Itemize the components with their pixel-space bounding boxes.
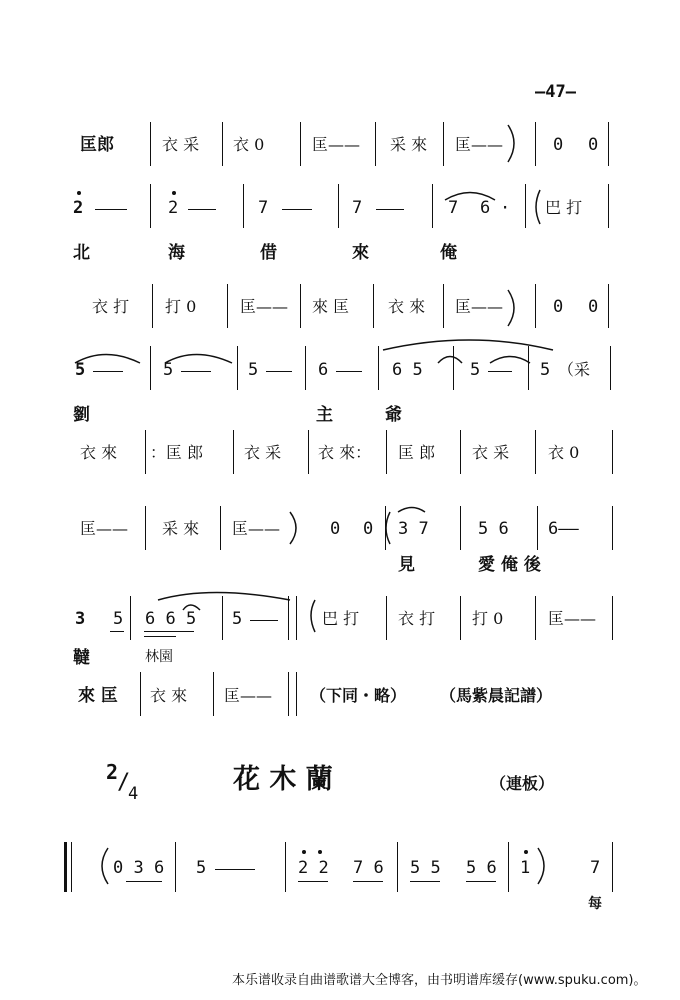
song-title: 花 木 蘭 <box>233 764 333 795</box>
note-token: 打 0 <box>472 609 504 628</box>
note-token: 衣 來 <box>150 686 188 705</box>
note-token: 匡—— <box>455 297 504 316</box>
note-token: 5 <box>232 609 243 629</box>
page-number: —47— <box>535 82 576 102</box>
note-token: 衣 采 <box>472 443 510 462</box>
tempo-marking: （連板） <box>490 774 555 793</box>
tie-slur <box>165 355 232 364</box>
note-token: （馬紫晨記譜） <box>440 686 553 705</box>
note-token: 巴 打 <box>545 198 583 217</box>
note-token: 0 <box>553 297 564 317</box>
note-token: 采 來 <box>162 519 200 538</box>
note-token: 巴 打 <box>322 609 360 628</box>
note-token: 匡—— <box>548 609 597 628</box>
note-token: 0 <box>553 135 564 155</box>
note-token: 衣 打 <box>92 297 130 316</box>
note-token: 匡—— <box>455 135 504 154</box>
phrase-bracket-open <box>102 848 108 884</box>
note-token: 衣 0 <box>233 135 265 154</box>
lyric-char: 每 <box>588 896 602 912</box>
note-token: 3 7 <box>398 519 429 539</box>
note-token: （采 <box>558 360 591 379</box>
note-token: 6 6 5 <box>145 609 197 629</box>
note-token: 匡—— <box>80 519 129 538</box>
lyric-char: 劉 <box>73 405 90 425</box>
note-token: 5 <box>470 360 481 380</box>
tie-slur <box>438 357 462 364</box>
note-token: 7 <box>258 198 269 218</box>
note-token: 0 <box>363 519 374 539</box>
lyric-char: 見 <box>398 555 415 575</box>
lyric-char: 北 <box>73 243 90 263</box>
lyric-char: 林園 <box>145 649 173 665</box>
note-token: 5 6 <box>478 519 509 539</box>
tie-slur <box>445 193 495 201</box>
tie-slur <box>398 508 425 513</box>
note-token: 衣 采 <box>162 135 200 154</box>
note-token: 來 匡 <box>78 686 118 706</box>
note-token: 匡—— <box>224 686 273 705</box>
time-signature-numerator: 2 <box>106 760 119 784</box>
time-signature-slash: / <box>117 770 131 795</box>
note-token: 5 <box>163 360 174 380</box>
note-token: 7 <box>590 858 601 878</box>
note-token: 衣 來 <box>388 297 426 316</box>
time-signature-denominator: 4 <box>128 784 139 804</box>
note-token: （下同・略） <box>310 686 407 705</box>
note-token: 采 來 <box>390 135 428 154</box>
note-token: 0 3 6 <box>113 858 165 878</box>
phrase-bracket-open <box>311 600 315 632</box>
lyric-char: 海 <box>168 243 185 263</box>
note-token: 5 5 <box>410 858 441 878</box>
note-token: 衣 采 <box>244 443 282 462</box>
phrase-bracket-open <box>386 512 390 544</box>
lyric-char: 爺 <box>385 405 402 425</box>
tie-slur <box>383 340 553 350</box>
note-token: 匡—— <box>240 297 289 316</box>
phrase-bracket-close <box>508 125 514 162</box>
note-token: 3 <box>75 609 86 629</box>
note-token: 2 <box>168 198 179 218</box>
phrase-bracket-close <box>538 848 544 884</box>
note-token: 衣 來： <box>318 443 372 462</box>
lyric-char: 愛 俺 後 <box>478 555 541 575</box>
footer-note: 本乐谱收录自曲谱歌谱大全博客，由书明谱库缓存(www.spuku.com)。 <box>232 973 647 988</box>
note-token: 2 2 <box>298 858 329 878</box>
phrase-bracket-close <box>508 290 514 326</box>
note-token: 匡—— <box>312 135 361 154</box>
note-token: 衣 來 <box>80 443 118 462</box>
note-token: 7 <box>352 198 363 218</box>
note-token: 匡 郎 <box>398 443 436 462</box>
note-token: 0 <box>588 297 599 317</box>
tie-slur <box>158 593 290 601</box>
note-token: 1 <box>520 858 531 878</box>
note-token: 來 匡 <box>312 297 350 316</box>
note-token: 匡—— <box>232 519 281 538</box>
note-token: 匡郎 <box>80 135 114 155</box>
note-token: 5 <box>540 360 551 380</box>
note-token: 0 <box>330 519 341 539</box>
phrase-bracket-open <box>536 190 540 224</box>
note-token: 7 <box>448 198 459 218</box>
tie-slur <box>183 605 200 610</box>
note-token: 5 <box>75 360 86 380</box>
note-token: 6 <box>318 360 329 380</box>
note-token: 0 <box>588 135 599 155</box>
note-token: 打 0 <box>165 297 197 316</box>
note-token: 7 6 <box>353 858 384 878</box>
note-token: 2 <box>73 198 84 218</box>
phrase-bracket-close <box>290 512 296 544</box>
lyric-char: 來 <box>352 243 369 263</box>
note-token: 6—— <box>548 519 579 539</box>
lyric-char: 韃 <box>73 648 90 668</box>
note-token: 5 <box>248 360 259 380</box>
lyric-char: 借 <box>260 243 277 263</box>
note-token: ：匡 郎 <box>150 443 204 462</box>
lyric-char: 俺 <box>440 243 457 263</box>
lyric-char: 主 <box>316 405 333 425</box>
tie-slur <box>490 357 530 364</box>
note-token: 5 <box>196 858 207 878</box>
note-token: 6 <box>480 198 491 218</box>
note-token: 5 6 <box>466 858 497 878</box>
note-token: 6 5 <box>392 360 423 380</box>
tie-slur <box>75 355 140 364</box>
note-token: 衣 打 <box>398 609 436 628</box>
note-token: 衣 0 <box>548 443 580 462</box>
note-token: 5 <box>113 609 124 629</box>
dot-mark: · <box>500 198 511 218</box>
